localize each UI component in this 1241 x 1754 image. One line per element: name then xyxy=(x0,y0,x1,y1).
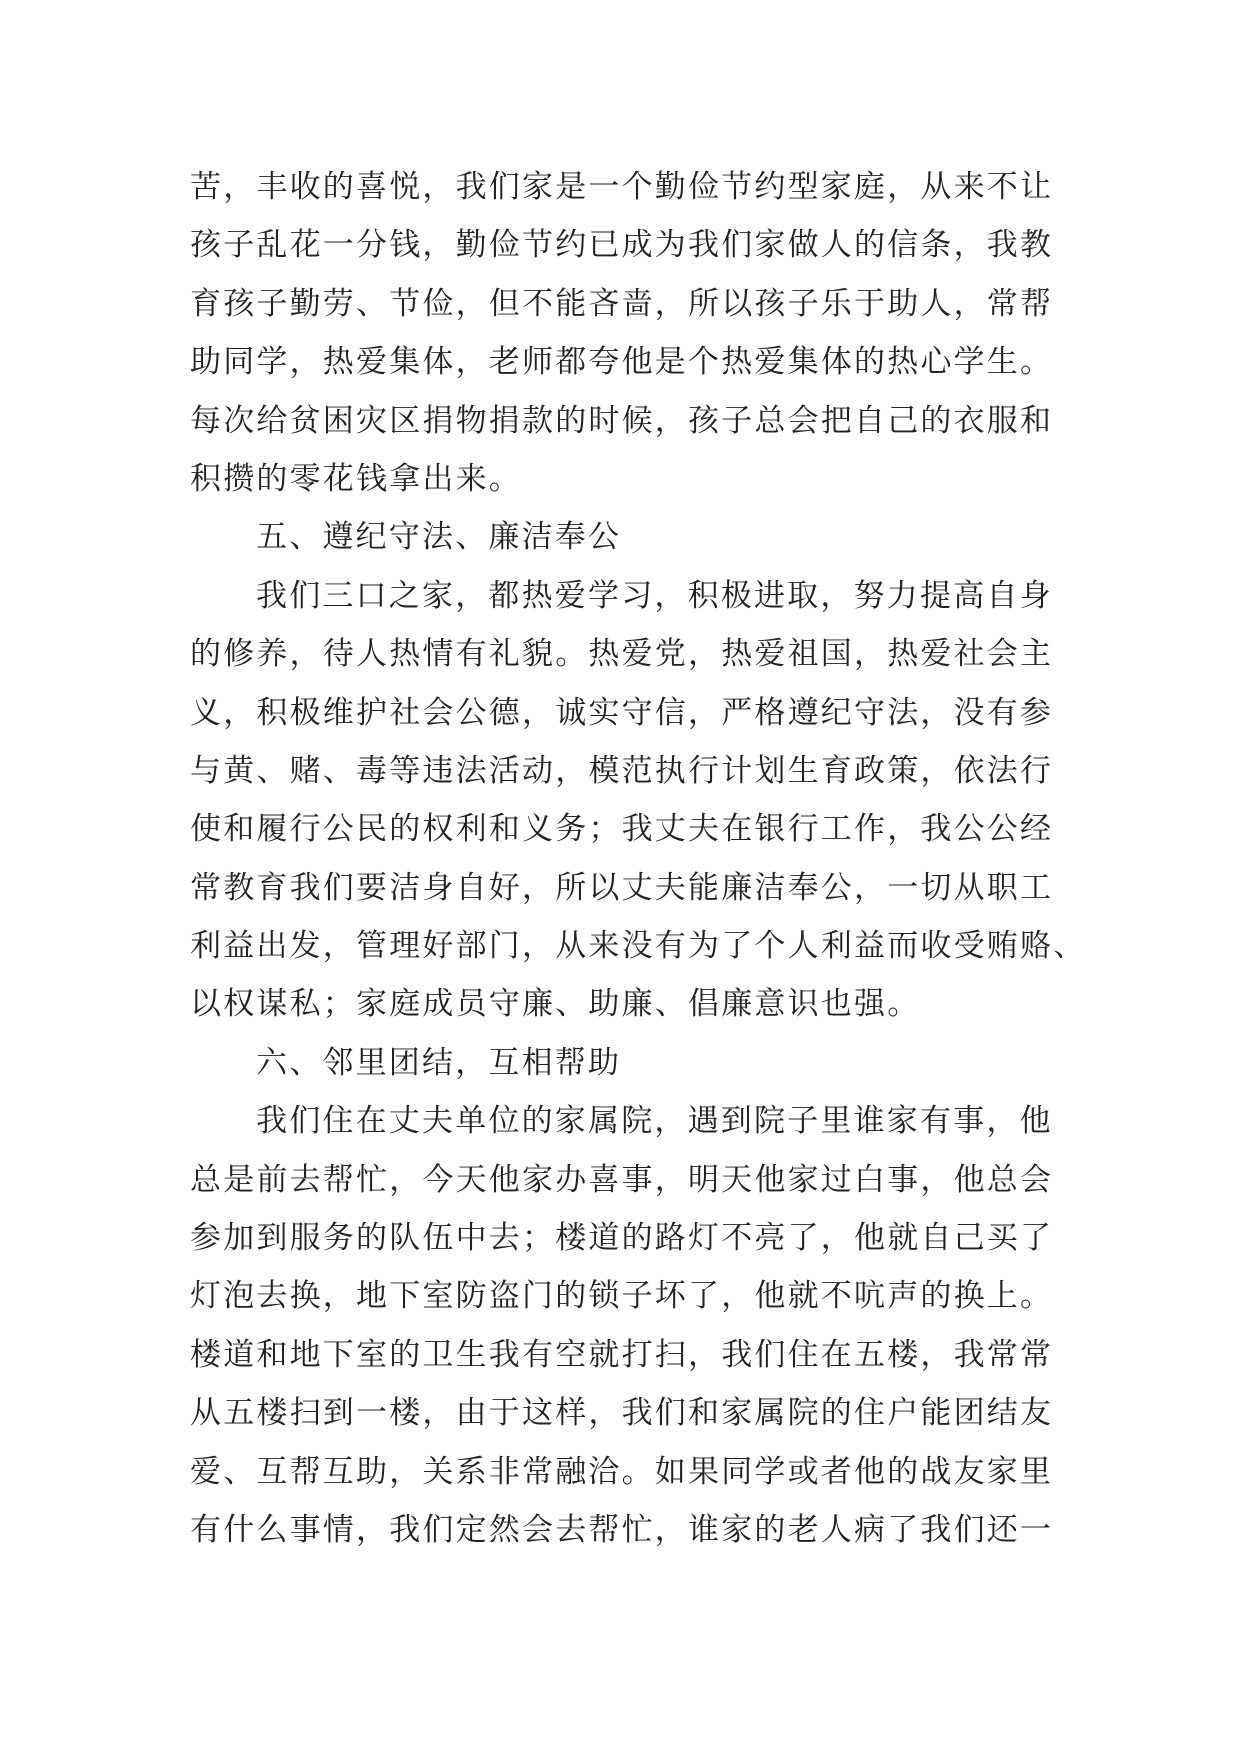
text-line: 爱、互帮互助，关系非常融洽。如果同学或者他的战友家里 xyxy=(190,1453,1054,1490)
text-line: 的修养，待人热情有礼貌。热爱党，热爱祖国，热爱社会主 xyxy=(190,636,1054,673)
text-line: 孩子乱花一分钱，勤俭节约已成为我们家做人的信条，我教 xyxy=(190,227,1054,264)
text-line: 有什么事情，我们定然会去帮忙，谁家的老人病了我们还一 xyxy=(190,1511,1054,1548)
document-body xyxy=(190,158,1087,1559)
text-line: 以权谋私；家庭成员守廉、助廉、倡廉意识也强。 xyxy=(190,986,921,1023)
paragraph-p3 xyxy=(190,1092,1070,1559)
text-line: 从五楼扫到一楼，由于这样，我们和家属院的住户能团结友 xyxy=(190,1395,1054,1432)
text-line: 积攒的零花钱拿出来。 xyxy=(190,460,522,497)
section-heading-5 xyxy=(190,508,1070,566)
heading-text: 六、邻里团结，互相帮助 xyxy=(256,1044,622,1081)
paragraph-p1 xyxy=(190,158,1070,508)
text-line: 每次给贫困灾区捐物捐款的时候，孩子总会把自己的衣服和 xyxy=(190,402,1054,439)
paragraph-p2 xyxy=(190,567,1087,1034)
text-line: 利益出发，管理好部门，从来没有为了个人利益而收受贿赂、 xyxy=(190,928,1087,965)
text-line: 与黄、赌、毒等违法活动，模范执行计划生育政策，依法行 xyxy=(190,752,1054,789)
text-line: 常教育我们要洁身自好，所以丈夫能廉洁奉公，一切从职工 xyxy=(190,869,1054,906)
text-line: 我们住在丈夫单位的家属院，遇到院子里谁家有事，他 xyxy=(256,1103,1053,1140)
text-line: 育孩子勤劳、节俭，但不能吝啬，所以孩子乐于助人，常帮 xyxy=(190,285,1054,322)
text-line: 义，积极维护社会公德，诚实守信，严格遵纪守法，没有参 xyxy=(190,694,1054,731)
text-line: 我们三口之家，都热爱学习，积极进取，努力提高自身 xyxy=(256,577,1053,614)
text-line: 参加到服务的队伍中去；楼道的路灯不亮了，他就自己买了 xyxy=(190,1220,1054,1257)
text-line: 楼道和地下室的卫生我有空就打扫，我们住在五楼，我常常 xyxy=(190,1336,1054,1373)
heading-text: 五、遵纪守法、廉洁奉公 xyxy=(256,519,622,556)
section-heading-6 xyxy=(190,1034,1070,1092)
text-line: 灯泡去换，地下室防盗门的锁子坏了，他就不吭声的换上。 xyxy=(190,1278,1054,1315)
text-line: 苦，丰收的喜悦，我们家是一个勤俭节约型家庭，从来不让 xyxy=(190,169,1054,205)
text-line: 总是前去帮忙，今天他家办喜事，明天他家过白事，他总会 xyxy=(190,1161,1054,1198)
text-line: 使和履行公民的权利和义务；我丈夫在银行工作，我公公经 xyxy=(190,811,1054,848)
text-line: 助同学，热爱集体，老师都夸他是个热爱集体的热心学生。 xyxy=(190,344,1054,381)
